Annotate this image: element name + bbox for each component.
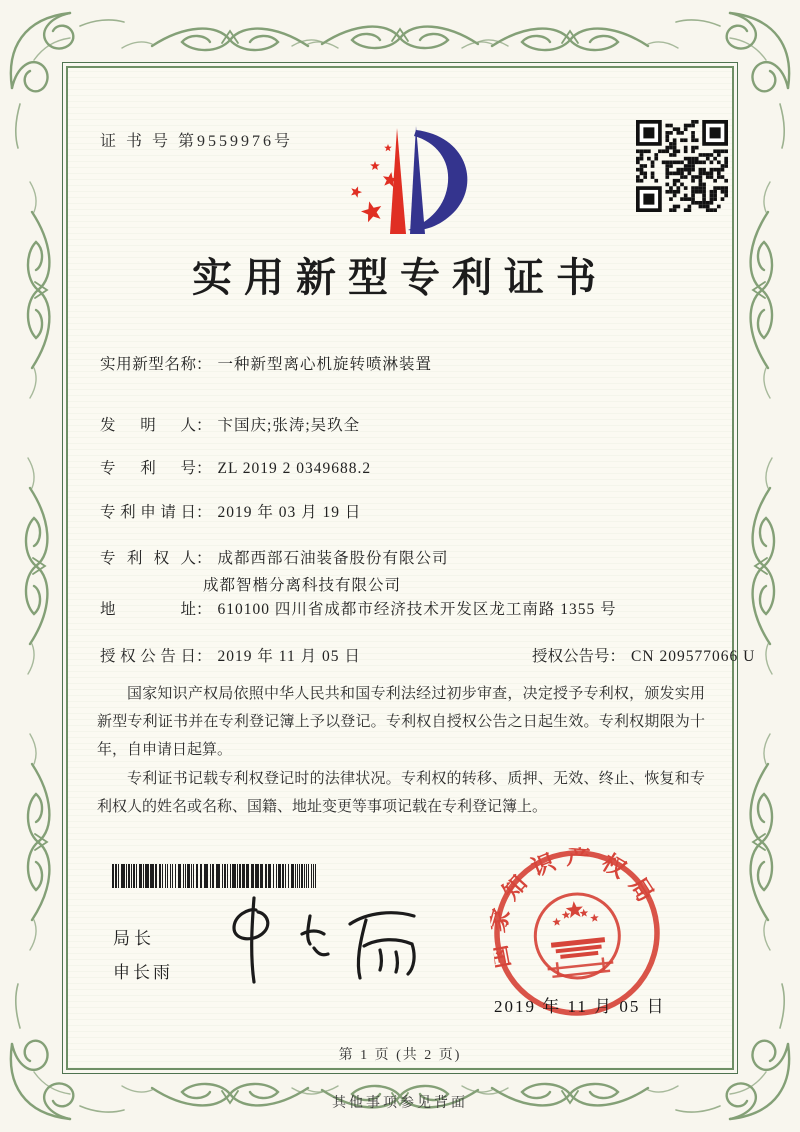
field-value: 610100 四川省成都市经济技术开发区龙工南路 1355 号 — [217, 601, 617, 618]
seal-text: 国家知识产权局 — [483, 844, 664, 971]
field-label: 授权公告号 — [532, 648, 610, 665]
field-patent-number: 专利号： ZL 2019 2 0349688.2 — [100, 456, 371, 478]
field-filing-date: 专利申请日： 2019 年 03 月 19 日 — [100, 500, 361, 522]
body-paragraph-1: 国家知识产权局依照中华人民共和国专利法经过初步审查，决定授予专利权，颁发实用新型专利证书并在专利登记簿上予以登记。专利权自授权公告之日起生效。专利权期限为十年，自申请日起算。 — [97, 686, 705, 759]
field-value: CN 209577066 U — [631, 648, 756, 665]
field-patentee-second: 成都智楷分离科技有限公司 — [203, 577, 402, 594]
officer-name: 申长雨 — [113, 963, 173, 982]
seal-date: 2019 年 11 月 05 日 — [494, 997, 666, 1016]
barcode — [112, 864, 320, 888]
field-label: 发明人 — [100, 417, 196, 434]
field-value: 2019 年 03 月 19 日 — [217, 504, 362, 521]
field-patentee: 专利权人： 成都西部石油装备股份有限公司 — [100, 546, 449, 568]
certificate-title: 实用新型专利证书 — [192, 255, 608, 300]
cnipa-logo-icon — [328, 120, 484, 240]
field-value: 一种新型离心机旋转喷淋装置 — [217, 356, 433, 373]
certificate-body — [97, 680, 705, 821]
national-emblem-icon — [547, 898, 607, 959]
field-label: 专利号 — [100, 460, 196, 477]
field-grant-date: 授权公告日： 2019 年 11 月 05 日 授权公告号： CN 209577066 U — [100, 644, 361, 666]
field-label: 专利申请日 — [100, 504, 196, 521]
field-label: 授权公告日 — [100, 648, 196, 665]
field-value: ZL 2019 2 0349688.2 — [217, 460, 372, 477]
field-utility-model-name: 实用新型名称： 一种新型离心机旋转喷淋装置 — [100, 352, 432, 374]
qr-code — [636, 120, 728, 212]
field-value: 成都西部石油装备股份有限公司 — [217, 550, 449, 567]
field-inventors: 发明人： 卞国庆;张涛;吴玖全 — [100, 413, 360, 435]
field-value: 2019 年 11 月 05 日 — [217, 648, 361, 665]
footer-note: 其他事项参见背面 — [332, 1096, 468, 1111]
field-label: 实用新型名称 — [100, 356, 196, 373]
field-address: 地址： 610100 四川省成都市经济技术开发区龙工南路 1355 号 — [100, 597, 617, 619]
certificate-number: 证 书 号 第9559976号 — [100, 133, 294, 150]
signature-handwriting — [218, 890, 433, 990]
field-label: 地址 — [100, 601, 196, 618]
page-number: 第 1 页 (共 2 页) — [338, 1048, 462, 1063]
field-label: 专利权人 — [100, 550, 196, 567]
officer-title: 局长 — [113, 929, 155, 948]
body-paragraph-2: 专利证书记载专利权登记时的法律状况。专利权的转移、质押、无效、终止、恢复和专利权人的姓名或名称、国籍、地址变更等事项记载在专利登记簿上。 — [97, 770, 705, 815]
field-grant-number: 授权公告号： CN 209577066 U — [532, 648, 756, 665]
field-value: 卞国庆;张涛;吴玖全 — [217, 417, 361, 434]
